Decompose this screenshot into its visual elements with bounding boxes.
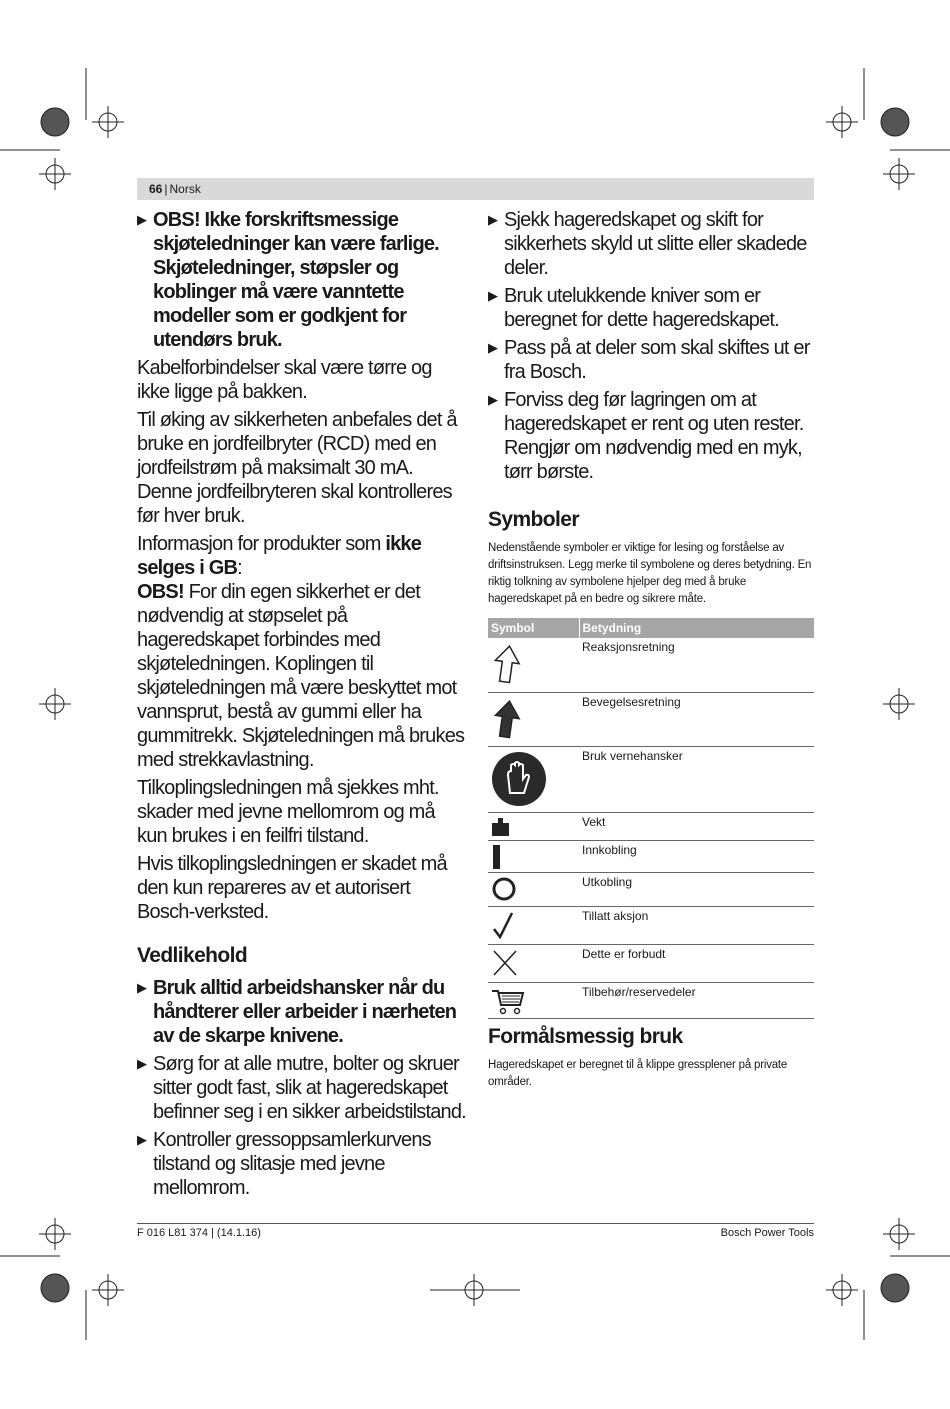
symbols-heading: Symboler: [488, 508, 579, 531]
table-row: [488, 906, 814, 944]
symbol-meaning: Dette er forbudt: [579, 944, 814, 982]
table-row: [488, 944, 814, 982]
bullet-text: Kontroller gressoppsamlerkurvens tilstand og slitasje med jevne mellomrom.: [153, 1129, 431, 1199]
page-number: 66: [149, 182, 163, 196]
switch-off-icon: [490, 875, 518, 903]
paragraph-gb-info: [137, 532, 467, 772]
symbol-meaning: Bruk vernehansker: [579, 746, 814, 812]
maintenance-heading: Vedlikehold: [137, 944, 248, 967]
bullet-triangle-icon: ▶: [137, 980, 147, 995]
table-row: [488, 840, 814, 872]
bullet-text: Pass på at deler som skal skiftes ut er fra Bosch.: [504, 337, 810, 383]
switch-on-icon: [490, 843, 504, 869]
symbol-meaning: Reaksjonsretning: [579, 638, 814, 692]
maint-bullet-basket: [137, 1128, 467, 1200]
paragraph-cord-check: Tilkoplingsledningen må sjekkes mht. skader med jevne mellomrom og må kun brukes i en feilfri tilstand.: [137, 777, 439, 847]
warning-bullet: [137, 208, 467, 352]
intended-use-heading: Formålsmessig bruk: [488, 1024, 683, 1048]
table-row: [488, 872, 814, 906]
paragraph-rcd: Til øking av sikkerheten anbefales det å bruke en jordfeilbryter (RCD) med en jordfeilstrøm på maksimalt 30 mA. Denne jordfeilbryteren skal kontrolleres før hver bruk.: [137, 409, 457, 527]
footer-brand: Bosch Power Tools: [720, 1227, 814, 1239]
maint-bullet-gloves: [137, 976, 467, 1048]
symbol-meaning: Tillatt aksjon: [579, 906, 814, 944]
symbols-intro: Nedenstående symboler er viktige for lesing og forståelse av driftsinstruksen. Legg merke til symbolene og deres betydning. En riktig tolkning av symbolene hjelper deg med å bruke hageredskapet på en bedre og sikrere måte.: [488, 542, 812, 605]
bullet-triangle-icon: ▶: [137, 1056, 147, 1071]
warning-text: OBS! Ikke forskriftsmessige skjøteledninger kan være farlige. Skjøteledninger, støpsler og koblinger må være vanntette modeller som er godkjent for utendørs bruk.: [153, 209, 439, 351]
symbol-meaning: Bevegelsesretning: [579, 692, 814, 746]
table-row: [488, 692, 814, 746]
gb-info-text: Informasjon for produkter som: [137, 533, 381, 555]
page-header: [137, 178, 814, 200]
col-symbol-header: Symbol: [488, 618, 579, 638]
bullet-triangle-icon: ▶: [488, 392, 498, 407]
page-footer: [137, 1223, 814, 1239]
bullet-storage: [488, 388, 814, 484]
bullet-text: Forviss deg før lagringen om at hageredskapet er rent og uten rester. Rengjør om nødvendig med en myk, tørr børste.: [504, 389, 804, 483]
bullet-triangle-icon: ▶: [488, 212, 498, 227]
gb-info-colon: :: [237, 557, 242, 579]
gloves-icon: [490, 749, 548, 809]
weight-icon: [490, 815, 512, 837]
table-row: [488, 746, 814, 812]
symbol-meaning: Innkobling: [579, 840, 814, 872]
table-row: [488, 812, 814, 840]
check-icon: [490, 909, 518, 941]
bullet-text: Bruk utelukkende kniver som er beregnet for dette hageredskapet.: [504, 285, 779, 331]
bullet-text: Sørg for at alle mutre, bolter og skruer sitter godt fast, slik at hageredskapet befinner seg i en sikker arbeidstilstand.: [153, 1053, 466, 1123]
motion-arrow-icon: [490, 695, 524, 743]
reaction-arrow-icon: [490, 640, 524, 688]
left-column: [137, 208, 467, 1204]
right-column: [488, 208, 814, 1091]
paragraph-cable: Kabelforbindelser skal være tørre og ikke ligge på bakken.: [137, 357, 432, 403]
header-separator: |: [164, 182, 168, 196]
col-meaning-header: Betydning: [579, 618, 814, 638]
bullet-triangle-icon: ▶: [488, 288, 498, 303]
symbol-meaning: Utkobling: [579, 872, 814, 906]
bullet-blades: [488, 284, 814, 332]
table-row: [488, 982, 814, 1018]
table-row: [488, 638, 814, 692]
symbol-meaning: Vekt: [579, 812, 814, 840]
symbols-table: [488, 618, 814, 1019]
gb-info-bold: ikke selges i GB: [137, 533, 422, 579]
intended-use-text: Hageredskapet er beregnet til å klippe gressplener på private områder.: [488, 1058, 788, 1088]
header-language: Norsk: [169, 182, 201, 196]
obs-label: OBS!: [137, 581, 184, 603]
bullet-triangle-icon: ▶: [137, 212, 147, 227]
bullet-triangle-icon: ▶: [137, 1132, 147, 1147]
footer-doc-id: F 016 L81 374 | (14.1.16): [137, 1227, 261, 1239]
symbol-meaning: Tilbehør/reservedeler: [579, 982, 814, 1018]
cart-icon: [490, 985, 526, 1015]
maint-bullet-bolts: [137, 1052, 467, 1124]
paragraph-cord-repair: Hvis tilkoplingsledningen er skadet må den kun repareres av et autorisert Bosch-verksted.: [137, 853, 447, 923]
bullet-text: Sjekk hageredskapet og skift for sikkerhets skyld ut slitte eller skadede deler.: [504, 209, 807, 279]
bullet-text: Bruk alltid arbeidshansker når du håndterer eller arbeider i nærheten av de skarpe knivene.: [153, 977, 457, 1047]
obs-text: For din egen sikkerhet er det nødvendig at støpselet på hageredskapet forbindes med skjøteledningen. Koplingen til skjøteledningen må være beskyttet mot vannsprut, bestå av gummi eller ha gummitrekk. Skjøteledningen må brukes med strekkavlastning.: [137, 581, 465, 771]
forbidden-icon: [490, 947, 520, 979]
bullet-triangle-icon: ▶: [488, 340, 498, 355]
bullet-bosch-parts: [488, 336, 814, 384]
bullet-check-parts: [488, 208, 814, 280]
